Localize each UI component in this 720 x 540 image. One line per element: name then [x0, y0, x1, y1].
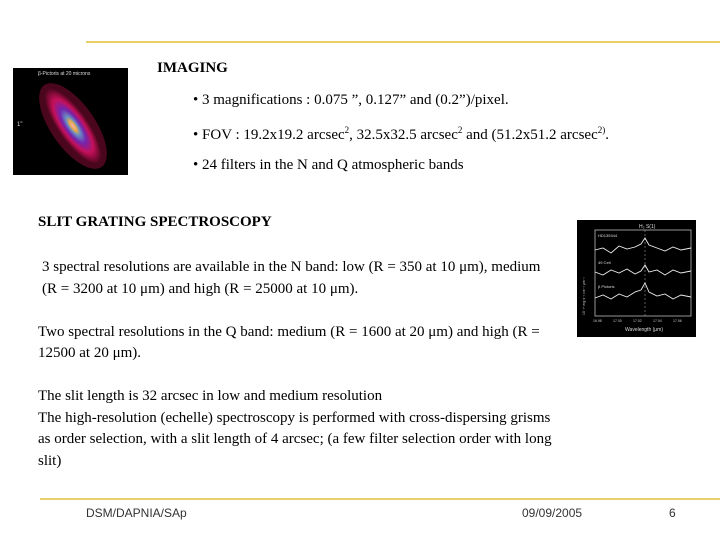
bullet-text-part: and (51.2x51.2 arcsec	[462, 127, 598, 143]
plot-xlabel: Wavelength (μm)	[625, 327, 663, 333]
imaging-bullet-2	[193, 125, 609, 144]
plot-label-3: β Pictoris	[598, 284, 615, 289]
thumb-axis-label: 1"	[17, 122, 23, 128]
plot-xtick: 16.98	[593, 319, 602, 323]
bullet-text: 3 magnifications : 0.075 ”, 0.127” and (0.2”)/pixel.	[202, 92, 509, 108]
imaging-title: IMAGING	[157, 60, 228, 76]
plot-label-2: 49 Ceti	[598, 260, 611, 265]
paragraph-q-band: Two spectral resolutions in the Q band: medium (R = 1600 at 20 μm) and high (R = 12500 at 20 μm).	[38, 323, 540, 361]
bullet-mark: •	[193, 157, 199, 173]
spectroscopy-body	[38, 257, 558, 472]
imaging-bullet-3	[193, 157, 464, 174]
page-number: 6	[669, 506, 676, 520]
bullet-text-part: , 32.5x32.5 arcsec	[349, 127, 458, 143]
plot-xtick: 17.02	[633, 319, 642, 323]
plot-label-1: HD135344	[598, 233, 618, 238]
header-rule	[86, 41, 720, 43]
footer-org: DSM/DAPNIA/SAp	[86, 506, 187, 520]
beta-pictoris-image	[13, 68, 128, 175]
paragraph-slit-length: The slit length is 32 arcsec in low and medium resolution	[38, 388, 383, 404]
superscript: 2	[344, 125, 350, 135]
footer-rule	[40, 498, 720, 500]
bullet-mark: •	[193, 127, 199, 143]
superscript: 2)	[597, 125, 606, 135]
bullet-text-part: FOV : 19.2x19.2 arcsec	[202, 127, 345, 143]
thumb-caption: β-Pictoris at 20 microns	[38, 71, 91, 77]
paragraph-n-band: 3 spectral resolutions are available in the N band: low (R = 350 at 10 μm), medium (R = 3200 at 10 μm) and high (R = 25000 at 10 μm).	[42, 259, 541, 297]
spectra-plot	[577, 220, 696, 337]
superscript: 2	[457, 125, 463, 135]
plot-title: H₂ S(1)	[639, 224, 656, 230]
bullet-text-part: .	[605, 127, 609, 143]
plot-xtick: 17.06	[673, 319, 682, 323]
plot-xtick: 17.00	[613, 319, 622, 323]
spectroscopy-title: SLIT GRATING SPECTROSCOPY	[38, 214, 272, 230]
bullet-text: 24 filters in the N and Q atmospheric bands	[202, 157, 464, 173]
footer-date: 09/09/2005	[522, 506, 583, 520]
plot-ylabel: 10⁻¹⁶ erg s⁻¹ cm⁻² μm⁻¹	[582, 277, 586, 315]
plot-xtick: 17.04	[653, 319, 662, 323]
imaging-bullet-1	[193, 92, 509, 109]
bullet-mark: •	[193, 92, 199, 108]
paragraph-echelle: The high-resolution (echelle) spectroscopy is performed with cross-dispersing grisms as order selection, with a slit length of 4 arcsec; (a few filter selection order with long slit)	[38, 409, 552, 469]
